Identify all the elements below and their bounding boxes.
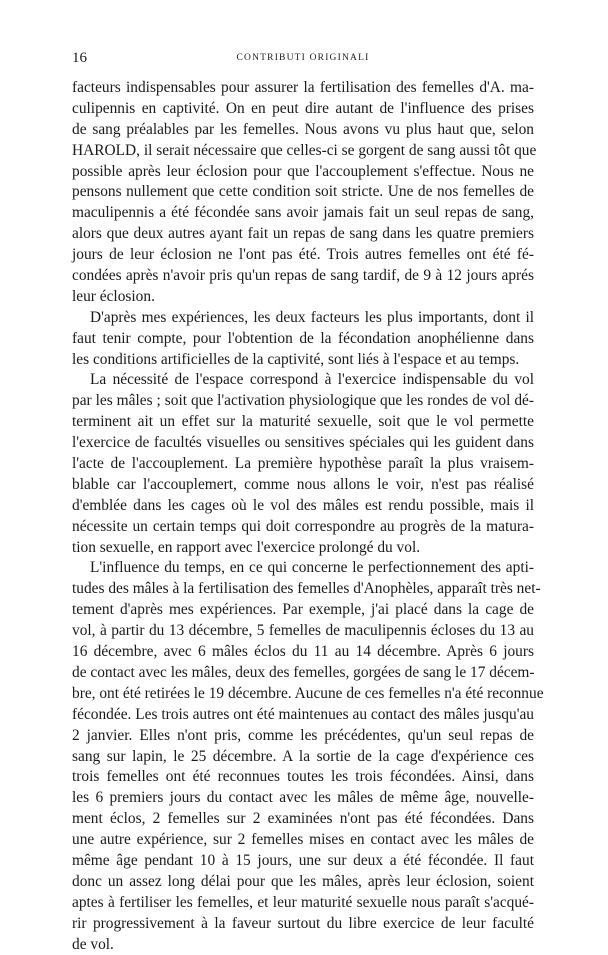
text-line: vol, à partir du 13 décembre, 5 femelles de maculipennis écloses du 13 au (72, 622, 534, 640)
body-text (72, 78, 544, 955)
page-number: 16 (72, 50, 87, 66)
paragraph (72, 78, 537, 308)
text-line: donc un assez long délai pour que les mâles, après leur éclosion, soient (72, 872, 534, 890)
text-line: d'emblée dans les cages où le vol des mâles est rendu possible, mais il (72, 496, 534, 514)
text-line: 2 janvier. Elles n'ont pris, comme les précédentes, qu'un seul repas de (72, 726, 534, 744)
text-line: possible après leur éclosion pour que l'accouplement s'effectue. Nous ne (72, 162, 534, 180)
text-line: de sang préalables par les femelles. Nous avons vu plus haut que, selon (72, 120, 534, 138)
text-line: nécessite un certain temps qui doit correspondre au progrès de la matura- (72, 517, 534, 535)
text-line: tion sexuelle, en rapport avec l'exercice prolongé du vol. (72, 538, 421, 556)
text-line: l'exercice de facultés visuelles ou sensitives spéciales qui les guident dans (72, 434, 534, 452)
text-line: aptes à fertiliser les femelles, et leur maturité sexuelle nous paraît s'acqué- (72, 893, 534, 911)
text-line: de vol. (72, 935, 114, 953)
text-line: blable car l'accouplemert, comme nous allons le voir, n'est pas réalisé (72, 475, 534, 493)
text-line: par les mâles ; soit que l'activation physiologique que les rondes de vol dé- (72, 392, 534, 410)
text-line: les conditions artificielles de la captivité, sont liés à l'espace et au temps. (72, 350, 520, 368)
text-line: L'influence du temps, en ce qui concerne le perfectionnement des apti- (90, 559, 534, 577)
text-line: faut tenir compte, pour l'obtention de la fécondation anophélienne dans (72, 329, 534, 347)
text-line: même âge pendant 10 à 15 jours, une sur deux a été fécondée. Il faut (72, 851, 534, 869)
text-line: leur éclosion. (72, 287, 155, 305)
text-line: les 6 premiers jours du contact avec les mâles de même âge, nouvelle- (72, 789, 534, 807)
text-line: culipennis en captivité. On en peut dire autant de l'influence des prises (72, 99, 534, 117)
paragraph (72, 370, 534, 558)
text-line: ment éclos, 2 femelles sur 2 examinées n'ont pas été fécondées. Dans (72, 810, 534, 828)
text-line: l'acte de l'accouplement. La première hypothèse paraît la plus vraisem- (72, 455, 534, 473)
text-line: fécondée. Les trois autres ont été maintenues au contact des mâles jusqu'au (72, 705, 534, 723)
text-line: tudes des mâles à la fertilisation des femelles d'Anophèles, apparaît très net- (72, 580, 541, 598)
text-line: terminent ait un effet sur la maturité sexuelle, soit que le vol permette (72, 413, 534, 431)
text-line: alors que deux autres ayant fait un repas de sang dans les quatre premiers (72, 225, 534, 243)
text-line: condées après n'avoir pris qu'un repas de sang tardif, de 9 à 12 jours aprés (72, 267, 534, 285)
running-head: CONTRIBUTI ORIGINALI (236, 53, 370, 63)
text-line: pensons nullement que cette condition soit stricte. Une de nos femelles de (72, 183, 534, 201)
page-header (72, 50, 534, 70)
text-line: D'après mes expériences, les deux facteurs les plus importants, dont il (90, 308, 534, 326)
text-line: 16 décembre, avec 6 mâles éclos du 11 au 14 décembre. Après 6 jours (72, 643, 534, 661)
text-line: tement d'après mes expériences. Par exemple, j'ai placé dans la cage de (72, 601, 534, 619)
text-line: sang sur lapin, le 25 décembre. A la sortie de la cage d'expérience ces (72, 747, 534, 765)
text-line: HAROLD, il serait nécessaire que celles-ci se gorgent de sang aussi tôt que (72, 141, 537, 159)
text-line: trois femelles ont été reconnues toutes les trois fécondées. Ainsi, dans (72, 768, 534, 786)
text-line: bre, ont été retirées le 19 décembre. Aucune de ces femelles n'a été reconnue (72, 684, 544, 702)
text-line: de contact avec les mâles, deux des femelles, gorgées de sang le 17 décem- (72, 663, 535, 681)
text-line: La nécessité de l'espace correspond à l'exercice indispensable du vol (90, 371, 534, 389)
text-line: maculipennis a été fécondée sans avoir jamais fait un seul repas de sang, (72, 204, 534, 222)
text-line: jours de leur éclosion ne l'ont pas été. Trois autres femelles ont été fé- (72, 246, 534, 264)
text-line: une autre expérience, sur 2 femelles mises en contact avec les mâles de (72, 831, 534, 849)
paragraph (72, 558, 544, 955)
text-line: facteurs indispensables pour assurer la fertilisation des femelles d'A. ma- (72, 79, 534, 96)
text-line: rir progressivement à la faveur surtout du libre exercice de leur faculté (72, 914, 534, 932)
paragraph (72, 308, 534, 371)
